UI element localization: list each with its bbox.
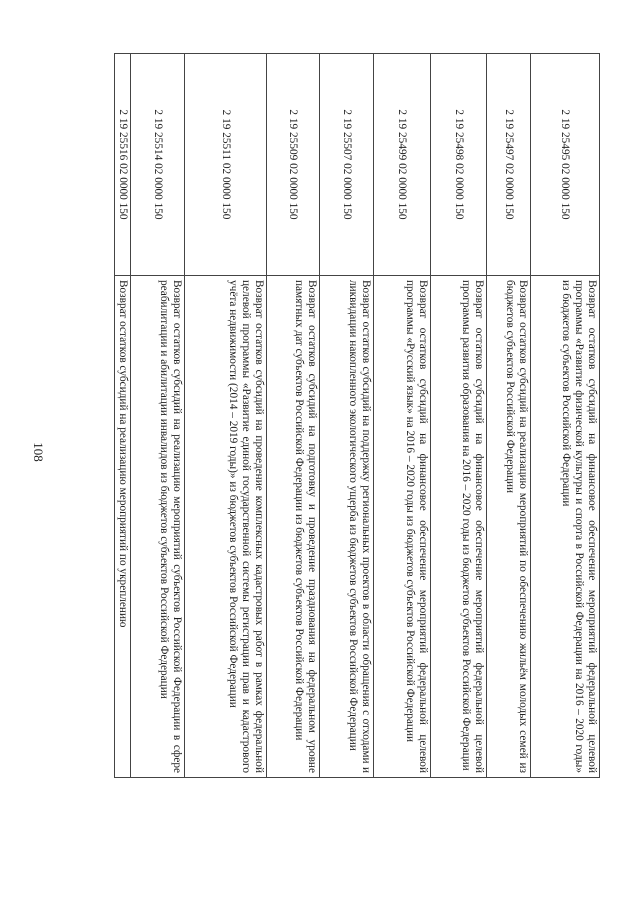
description-cell: Возврат остатков субсидий на финансовое обеспечение мероприятий федеральной целевой программы «Русский язык» на 2016 – 2020 годы из бюджетов субъектов Российской Федерации (374, 276, 431, 778)
budget-code-cell: 2 19 25509 02 0000 150 (267, 54, 320, 276)
description-cell: Возврат остатков субсидий на финансовое обеспечение мероприятий федеральной целевой программы развития образования на 2016 – 2020 годы из бюджетов субъектов Российской Федерации (431, 276, 487, 778)
description-cell: Возврат остатков субсидий на проведение комплексных кадастровых работ в рамках федеральной целевой программы «Развитие единой государственной системы регистрации прав и кадастрового учёта недвижимости (2014 – 2019 годы)» из бюджетов субъектов Российской Федерации (185, 276, 267, 778)
table-row (531, 54, 600, 778)
description-cell: Возврат остатков субсидий на финансовое обеспечение мероприятий федеральной целевой программы «Развитие физической культуры и спорта в Российской Федерации на 2016 – 2020 годы» из бюджетов субъектов Российской Федерации (531, 276, 600, 778)
budget-code-cell: 2 19 25507 02 0000 150 (320, 54, 374, 276)
budget-code-cell: 2 19 25511 02 0000 150 (185, 54, 267, 276)
table-row (115, 54, 131, 778)
budget-code-cell: 2 19 25497 02 0000 150 (487, 54, 531, 276)
budget-code-cell: 2 19 25495 02 0000 150 (531, 54, 600, 276)
budget-codes-table (114, 53, 600, 778)
budget-code-cell: 2 19 25498 02 0000 150 (431, 54, 487, 276)
description-cell: Возврат остатков субсидий на реализацию мероприятий субъектов Российской Федерации в сфере реабилитации и абилитации инвалидов из бюджетов субъектов Российской Федерации (131, 276, 185, 778)
budget-code-cell: 2 19 25499 02 0000 150 (374, 54, 431, 276)
budget-code-cell: 2 19 25514 02 0000 150 (131, 54, 185, 276)
budget-code-cell: 2 19 25516 02 0000 150 (115, 54, 131, 276)
table-row (320, 54, 374, 778)
table-row (431, 54, 487, 778)
table-row (267, 54, 320, 778)
table-row (131, 54, 185, 778)
page-number: 108 (31, 442, 46, 462)
table-body (115, 54, 600, 778)
table-row (487, 54, 531, 778)
table-row (374, 54, 431, 778)
description-cell: Возврат остатков субсидий на поддержку региональных проектов в области обращения с отходами и ликвидации накопленного экологического ущерба из бюджетов субъектов Российской Федерации (320, 276, 374, 778)
table-row (185, 54, 267, 778)
description-cell: Возврат остатков субсидий на подготовку и проведение празднования на федеральном уровне памятных дат субъектов Российской Федерации из бюджетов субъектов Российской Федерации (267, 276, 320, 778)
rotated-page-content (117, 53, 600, 778)
description-cell: Возврат остатков субсидий на реализацию мероприятий по обеспечению жильём молодых семей из бюджетов субъектов Российской Федерации (487, 276, 531, 778)
description-cell: Возврат остатков субсидий на реализацию мероприятий по укреплению (115, 276, 131, 778)
